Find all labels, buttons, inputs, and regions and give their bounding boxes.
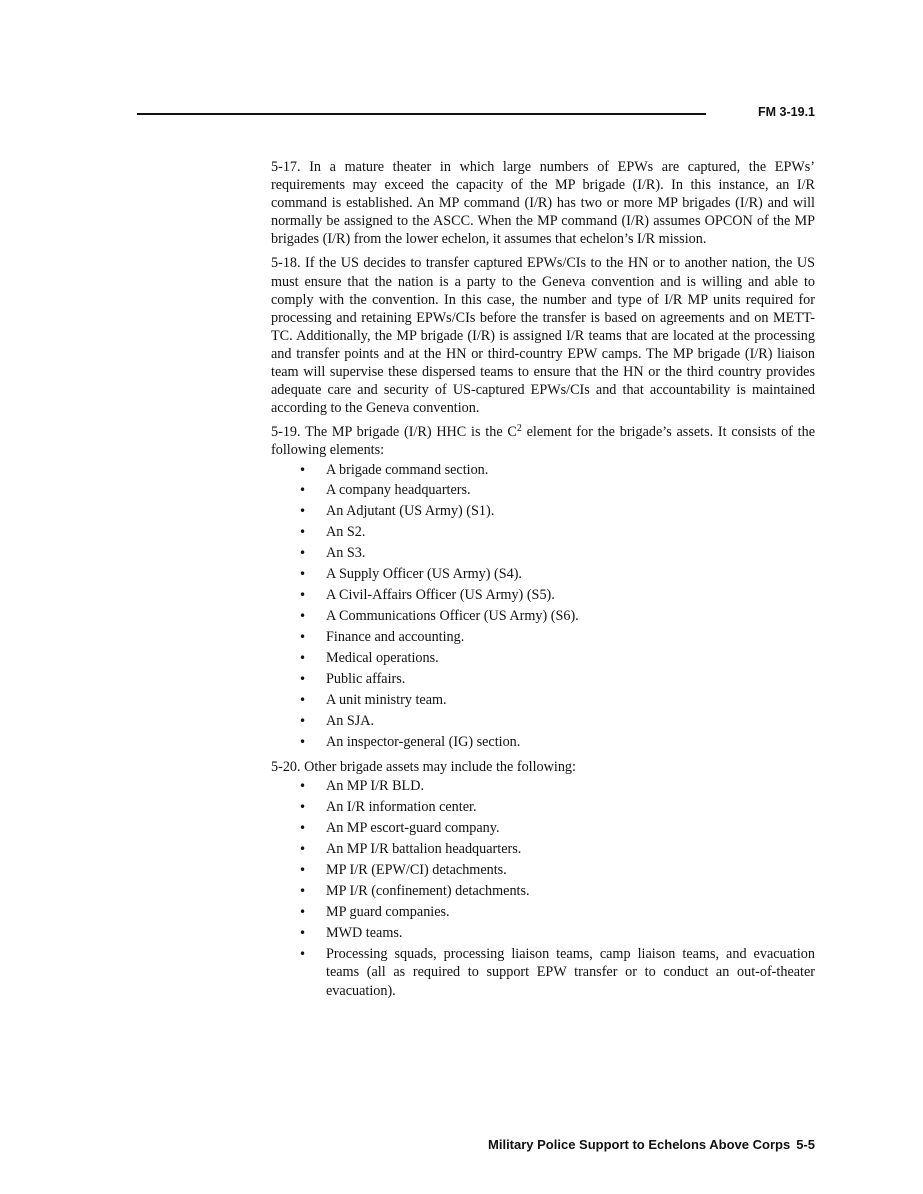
paragraph-5-17: 5-17. In a mature theater in which large numbers of EPWs are captured, the EPWs’ requirements may exceed the capacity of the MP brigade (I/R). In this instance, an I/R command is established. An MP command (I/R) has two or more MP brigades (I/R) and will normally be assigned to the ASCC. When the MP command (I/R) assumes OPCON of the MP brigades (I/R) from the lower echelon, it assumes that echelon’s I/R mission. — [271, 159, 815, 248]
bullet-icon: • — [299, 884, 307, 899]
bullet-icon: • — [299, 630, 307, 645]
page-body — [271, 158, 815, 1007]
hhc-element-item — [271, 670, 815, 688]
list-item-text: An Adjutant (US Army) (S1). — [326, 503, 495, 520]
bullet-icon: • — [299, 693, 307, 708]
bullet-icon: • — [299, 800, 307, 815]
bullet-icon: • — [299, 842, 307, 857]
list-item-text: An MP I/R battalion headquarters. — [326, 841, 522, 858]
list-item-text: Public affairs. — [326, 671, 406, 688]
other-asset-item — [271, 945, 815, 999]
hhc-element-item — [271, 502, 815, 520]
bullet-icon: • — [299, 567, 307, 582]
hhc-element-item — [271, 565, 815, 583]
list-item-text: An S2. — [326, 524, 366, 541]
list-item-text: MWD teams. — [326, 925, 403, 942]
bullet-icon: • — [299, 546, 307, 561]
bullet-icon: • — [299, 863, 307, 878]
other-asset-item — [271, 903, 815, 921]
bullet-icon: • — [299, 651, 307, 666]
bullet-icon: • — [299, 504, 307, 519]
list-item-text: A Communications Officer (US Army) (S6). — [326, 608, 579, 625]
list-item-text: MP guard companies. — [326, 904, 450, 921]
header-rule — [137, 113, 706, 115]
page-footer — [488, 1137, 815, 1152]
list-item-text: A unit ministry team. — [326, 692, 447, 709]
hhc-element-item — [271, 691, 815, 709]
paragraph-5-20: 5-20. Other brigade assets may include the following: — [271, 759, 576, 776]
list-item-text: An MP escort-guard company. — [326, 820, 500, 837]
bullet-icon: • — [299, 926, 307, 941]
list-item-text: Medical operations. — [326, 650, 439, 667]
other-asset-item — [271, 840, 815, 858]
paragraph-5-19-rest: element for the brigade’s assets. It consists of the following elements: — [271, 424, 815, 459]
hhc-element-item — [271, 628, 815, 646]
bullet-icon: • — [299, 672, 307, 687]
bullet-icon: • — [299, 947, 307, 962]
paragraph-5-19 — [271, 423, 815, 459]
bullet-icon: • — [299, 905, 307, 920]
paragraph-5-18: 5-18. If the US decides to transfer captured EPWs/CIs to the HN or to another nation, the US must ensure that the nation is a party to the Geneva convention and is willing and able to comply with the convention. In this case, the number and type of I/R MP units required for processing and retaining EPWs/CIs before the transfer is based on agreements and on METT-TC. Additionally, the MP brigade (I/R) is assigned I/R teams that are located at the processing and transfer points and at the HN or third-country EPW camps. The MP brigade (I/R) liaison team will supervise these dispersed teams to ensure that the HN or the third country provides adequate care and security of US-captured EPWs/CIs and that accountability is maintained according to the Geneva convention. — [271, 255, 815, 417]
hhc-element-item — [271, 733, 815, 751]
hhc-element-item — [271, 607, 815, 625]
bullet-icon: • — [299, 779, 307, 794]
hhc-element-item — [271, 481, 815, 499]
hhc-element-item — [271, 649, 815, 667]
other-asset-item — [271, 819, 815, 837]
list-item-text: MP I/R (EPW/CI) detachments. — [326, 862, 507, 879]
bullet-icon: • — [299, 462, 307, 477]
list-item-text: An MP I/R BLD. — [326, 778, 425, 795]
hhc-element-item — [271, 461, 815, 479]
list-item-text: A Supply Officer (US Army) (S4). — [326, 566, 522, 583]
bullet-icon: • — [299, 525, 307, 540]
list-item-text: A company headquarters. — [326, 482, 471, 499]
bullet-icon: • — [299, 588, 307, 603]
other-asset-item — [271, 882, 815, 900]
manual-code: FM 3-19.1 — [758, 105, 815, 119]
bullet-icon: • — [299, 821, 307, 836]
bullet-icon: • — [299, 483, 307, 498]
list-item-text: An inspector-general (IG) section. — [326, 734, 521, 751]
hhc-element-item — [271, 544, 815, 562]
hhc-element-item — [271, 523, 815, 541]
c2-superscript: 2 — [516, 423, 522, 435]
list-item-text: Processing squads, processing liaison teams, camp liaison teams, and evacuation teams (all as required to support EPW transfer or to conduct an out-of-theater evacuation). — [326, 946, 815, 999]
other-asset-item — [271, 798, 815, 816]
footer-chapter-title: Military Police Support to Echelons Above Corps — [488, 1137, 791, 1152]
list-item-text: A brigade command section. — [326, 461, 489, 478]
other-asset-item — [271, 777, 815, 795]
list-item-text: Finance and accounting. — [326, 629, 465, 646]
bullet-icon: • — [299, 609, 307, 624]
other-assets-list — [271, 777, 815, 999]
paragraph-5-19-lead: 5-19. The MP brigade (I/R) HHC is the C — [271, 424, 517, 441]
footer-page-number: 5-5 — [796, 1137, 815, 1152]
hhc-element-item — [271, 712, 815, 730]
list-item-text: MP I/R (confinement) detachments. — [326, 883, 530, 900]
hhc-element-item — [271, 586, 815, 604]
bullet-icon: • — [299, 714, 307, 729]
other-asset-item — [271, 924, 815, 942]
bullet-icon: • — [299, 735, 307, 750]
list-item-text: An I/R information center. — [326, 799, 477, 816]
list-item-text: An SJA. — [326, 713, 375, 730]
hhc-elements-list — [271, 461, 815, 752]
other-asset-item — [271, 861, 815, 879]
list-item-text: An S3. — [326, 545, 366, 562]
list-item-text: A Civil-Affairs Officer (US Army) (S5). — [326, 587, 555, 604]
